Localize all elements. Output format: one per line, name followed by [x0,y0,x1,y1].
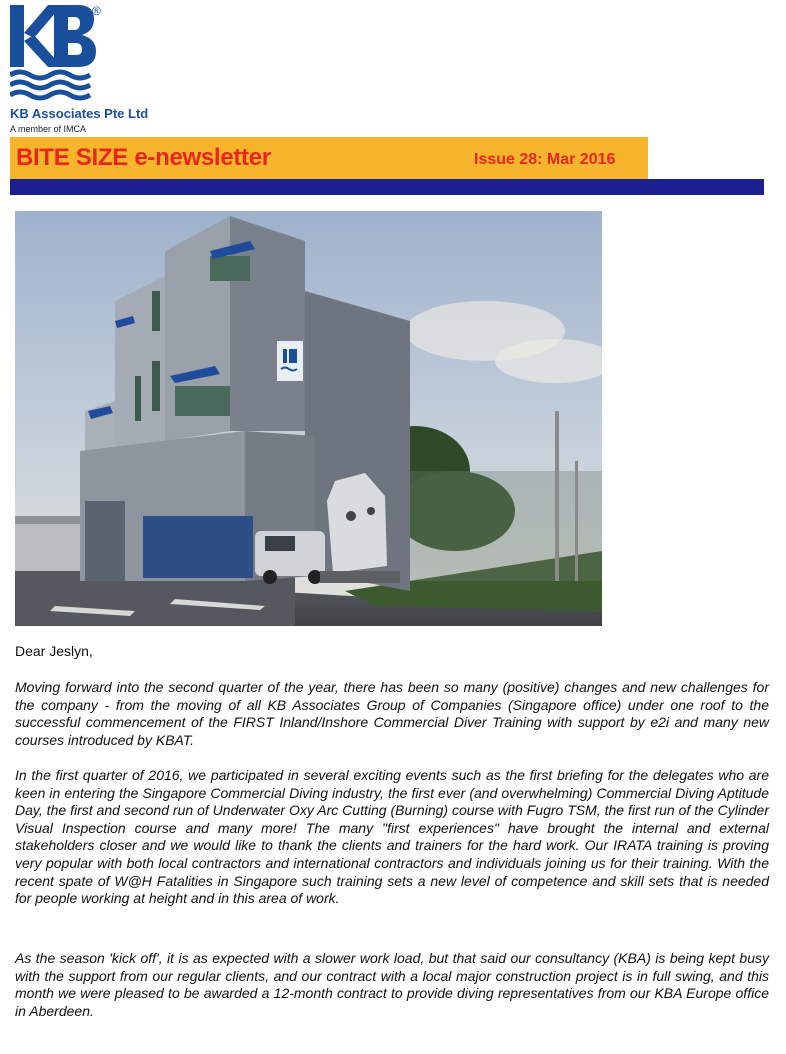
building-photo [15,211,602,626]
issue-label: Issue 28: Mar 2016 [474,151,616,168]
paragraph-1: Moving forward into the second quarter of the year, there has been so many (positive) changes and new challenges for the company - from the moving of all KB Associates Group of Companies (Singapore office) under one roof to the successful commencement of the FIRST Inland/Inshore Commercial Diver Training with support by e2i and many new courses introduced by KBAT. [15,679,769,748]
greeting: Dear Jeslyn, [15,643,93,659]
member-note: A member of IMCA [10,124,87,134]
registered-mark: ® [92,4,101,18]
header-bar [10,179,764,195]
newsletter-banner [10,137,648,179]
newsletter-title: BITE SIZE e-newsletter [16,144,271,171]
company-name: KB Associates Pte Ltd [10,106,149,121]
paragraph-2: In the first quarter of 2016, we participated in several exciting events such as the first briefing for the delegates who are keen in entering the Singapore Commercial Diving industry, the first ever (and overwhelming) Commercial Diving Aptitude Day, the first and second run of Underwater Oxy Arc Cutting (Burning) course with Fugro TSM, the first run of the Cylinder Visual Inspection course and many more! The many "first experiences" have brought the internal and external stakeholders closer and we would like to thank the clients and trainers for the hard work. Our IRATA training is proving very popular with both local contractors and international contractors and individuals joining us for their training. With the recent spate of W@H Fatalities in Singapore such training sets a new level of competence and skill sets that is needed for people working at height and in this area of work. [15,767,769,907]
paragraph-3: As the season 'kick off', it is as expected with a slower work load, but that said our consultancy (KBA) is being kept busy with the support from our regular clients, and our contract with a local major construction project is in full swing, and this month we were pleased to be awarded a 12-month contract to provide diving representatives from our KBA Europe office in Aberdeen. [15,950,769,1019]
